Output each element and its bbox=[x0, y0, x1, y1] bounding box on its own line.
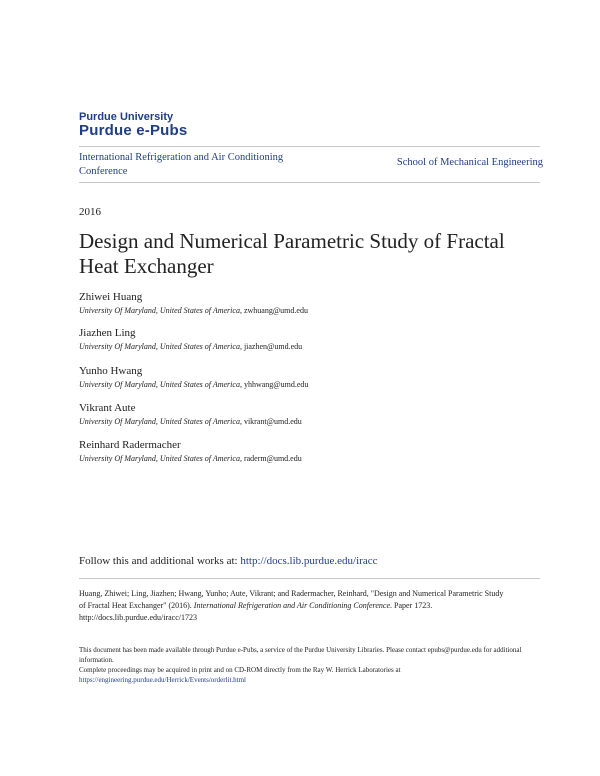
citation-line bbox=[79, 600, 534, 612]
author-email: , vikrant@umd.edu bbox=[239, 417, 302, 426]
author-name: Zhiwei Huang bbox=[79, 291, 143, 303]
author-affiliation bbox=[79, 306, 308, 315]
availability-notice bbox=[79, 645, 534, 685]
author-affiliation bbox=[79, 342, 302, 351]
header-divider bbox=[79, 146, 540, 147]
citation-url[interactable]: http://docs.lib.purdue.edu/iracc/1723 bbox=[79, 613, 197, 622]
series-divider bbox=[79, 182, 540, 183]
follow-line bbox=[79, 555, 377, 567]
author-email: , jiazhen@umd.edu bbox=[239, 342, 303, 351]
author-name: Yunho Hwang bbox=[79, 365, 143, 377]
affiliation-text: University Of Maryland, United States of America bbox=[79, 342, 240, 351]
paper-title: Design and Numerical Parametric Study of Fractal Heat Exchanger bbox=[79, 229, 505, 278]
affiliation-text: University Of Maryland, United States of America bbox=[79, 380, 240, 389]
follow-link[interactable]: http://docs.lib.purdue.edu/iracc bbox=[240, 555, 378, 567]
notice-text: Complete proceedings may be acquired in print and on CD-ROM directly from the Ray W. Herrick Laboratories at bbox=[79, 666, 401, 674]
citation-venue: International Refrigeration and Air Conditioning Conference bbox=[193, 601, 390, 610]
school-link[interactable]: School of Mechanical Engineering bbox=[396, 157, 543, 168]
author-email: , zwhuang@umd.edu bbox=[239, 306, 308, 315]
affiliation-text: University Of Maryland, United States of America bbox=[79, 454, 240, 463]
conference-link[interactable]: International Refrigeration and Air Conditioning Conference bbox=[79, 152, 284, 177]
repository-name[interactable]: Purdue e-Pubs bbox=[79, 122, 188, 139]
citation-line: Huang, Zhiwei; Ling, Jiazhen; Hwang, Yunho; Aute, Vikrant; and Radermacher, Reinhard, "Design and Numerical Parametric Study bbox=[79, 589, 504, 598]
author-affiliation bbox=[79, 417, 302, 426]
author-affiliation bbox=[79, 380, 308, 389]
author-name: Vikrant Aute bbox=[79, 402, 136, 414]
recommended-citation bbox=[79, 588, 534, 624]
author-email: , raderm@umd.edu bbox=[239, 454, 302, 463]
affiliation-text: University Of Maryland, United States of America bbox=[79, 306, 240, 315]
author-name: Jiazhen Ling bbox=[79, 327, 136, 339]
notice-line: This document has been made available through Purdue e-Pubs, a service of the Purdue University Libraries. Please contact epubs@purdue.edu for additional information. bbox=[79, 646, 522, 664]
author-name: Reinhard Radermacher bbox=[79, 439, 181, 451]
author-email: , yhhwang@umd.edu bbox=[239, 380, 309, 389]
publication-year: 2016 bbox=[79, 206, 101, 218]
citation-text: . Paper 1723. bbox=[390, 601, 433, 610]
citation-divider bbox=[79, 578, 540, 579]
author-affiliation bbox=[79, 454, 302, 463]
notice-line bbox=[79, 665, 534, 685]
citation-text: of Fractal Heat Exchanger" (2016). bbox=[79, 601, 194, 610]
affiliation-text: University Of Maryland, United States of America bbox=[79, 417, 240, 426]
university-name: Purdue University bbox=[79, 111, 174, 123]
herrick-order-link[interactable]: https://engineering.purdue.edu/Herrick/Events/orderlit.html bbox=[79, 676, 246, 684]
follow-prefix: Follow this and additional works at: bbox=[79, 555, 241, 567]
